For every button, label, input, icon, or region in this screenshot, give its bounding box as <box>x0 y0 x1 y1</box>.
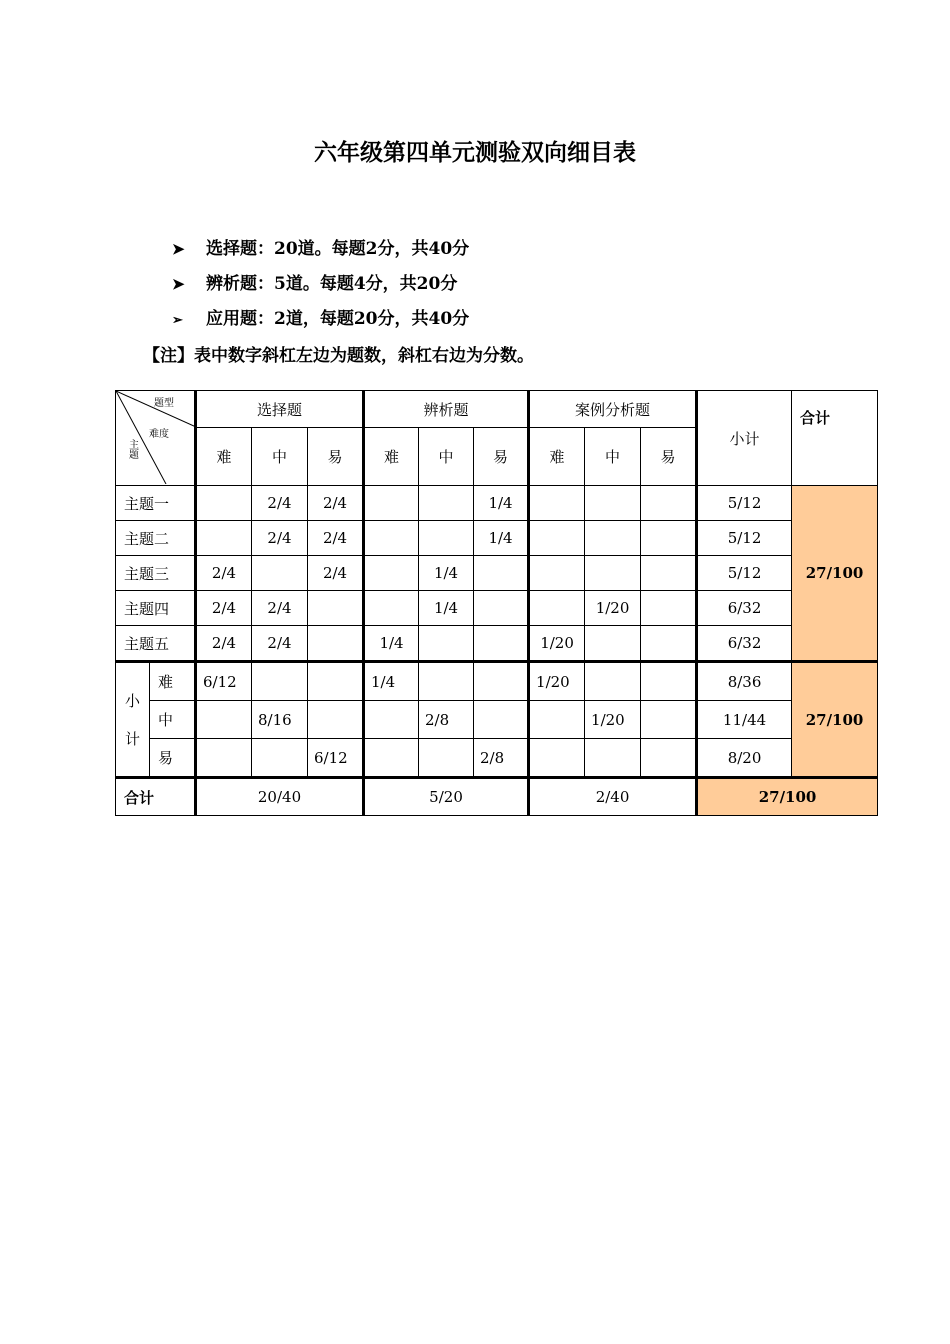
subtotal-cell: 6/32 <box>697 591 792 626</box>
data-cell: 2/8 <box>419 701 474 739</box>
group-total-cell: 20/40 <box>196 778 364 816</box>
row-label: 合计 <box>116 778 196 816</box>
arrow-bullet-icon: ➤ <box>172 275 185 293</box>
data-cell <box>308 701 364 739</box>
data-cell <box>419 662 474 701</box>
data-cell <box>364 486 419 521</box>
data-cell <box>474 662 529 701</box>
data-cell <box>364 521 419 556</box>
data-cell: 1/4 <box>364 626 419 662</box>
table-note: 【注】表中数字斜杠左边为题数，斜杠右边为分数。 <box>143 346 534 366</box>
specification-table <box>115 390 878 816</box>
data-cell <box>308 626 364 662</box>
data-cell <box>252 556 308 591</box>
difficulty-total-cell: 27/100 <box>792 662 878 778</box>
data-cell <box>585 626 641 662</box>
subtotal-cell: 6/32 <box>697 626 792 662</box>
grand-total-cell: 27/100 <box>697 778 878 816</box>
row-label: 主题二 <box>116 521 196 556</box>
data-cell <box>252 739 308 778</box>
data-cell: 1/4 <box>419 591 474 626</box>
row-label: 主题一 <box>116 486 196 521</box>
data-cell <box>419 521 474 556</box>
diagonal-header-cell <box>116 391 196 486</box>
data-cell <box>308 662 364 701</box>
data-cell: 2/4 <box>252 486 308 521</box>
question-type-list <box>172 236 469 341</box>
data-cell <box>641 556 697 591</box>
data-cell: 2/4 <box>308 486 364 521</box>
data-cell <box>474 591 529 626</box>
data-cell: 1/4 <box>474 521 529 556</box>
data-cell <box>529 701 585 739</box>
data-cell <box>419 739 474 778</box>
subtotal-cell: 11/44 <box>697 701 792 739</box>
row-label: 主题三 <box>116 556 196 591</box>
data-cell <box>529 556 585 591</box>
data-cell <box>419 626 474 662</box>
data-cell: 8/16 <box>252 701 308 739</box>
data-cell <box>585 556 641 591</box>
data-cell <box>196 486 252 521</box>
data-cell <box>529 521 585 556</box>
data-cell <box>196 739 252 778</box>
difficulty-header: 难 <box>364 428 419 486</box>
data-cell <box>196 701 252 739</box>
data-cell <box>641 626 697 662</box>
row-label: 易 <box>150 739 196 778</box>
data-cell <box>529 739 585 778</box>
list-item: ➢ 应用题：2道，每题20分，共40分 <box>172 306 469 341</box>
data-cell: 2/4 <box>196 626 252 662</box>
row-label: 中 <box>150 701 196 739</box>
data-cell <box>196 521 252 556</box>
difficulty-header: 中 <box>419 428 474 486</box>
table-row <box>116 739 878 778</box>
subtotal-cell: 5/12 <box>697 486 792 521</box>
arrow-bullet-icon: ➤ <box>172 240 185 258</box>
table-row <box>116 778 878 816</box>
data-cell: 2/8 <box>474 739 529 778</box>
table-row <box>116 701 878 739</box>
arrow-bullet-icon: ➢ <box>172 313 183 328</box>
group-header: 选择题 <box>196 391 364 428</box>
data-cell <box>585 662 641 701</box>
difficulty-header: 中 <box>252 428 308 486</box>
subtotal-cell: 8/20 <box>697 739 792 778</box>
list-item: ➤ 选择题：20道。每题2分，共40分 <box>172 236 469 271</box>
data-cell <box>585 521 641 556</box>
data-cell <box>419 486 474 521</box>
topic-total-cell: 27/100 <box>792 486 878 662</box>
data-cell <box>641 662 697 701</box>
table-row <box>116 521 878 556</box>
data-cell: 2/4 <box>252 521 308 556</box>
data-cell: 2/4 <box>308 556 364 591</box>
table-row <box>116 591 878 626</box>
data-cell <box>641 591 697 626</box>
subtotal-block-label: 小 计 <box>116 662 150 778</box>
total-header: 合计 <box>792 391 878 486</box>
data-cell <box>364 591 419 626</box>
data-cell <box>474 701 529 739</box>
data-cell: 2/4 <box>196 591 252 626</box>
data-cell <box>252 662 308 701</box>
data-cell <box>364 701 419 739</box>
data-cell: 6/12 <box>308 739 364 778</box>
corner-difficulty-label: 难度 <box>149 429 169 440</box>
group-header: 辨析题 <box>364 391 529 428</box>
table-row <box>116 486 878 521</box>
list-item: ➤ 辨析题：5道。每题4分，共20分 <box>172 271 469 306</box>
group-total-cell: 5/20 <box>364 778 529 816</box>
subtotal-cell: 5/12 <box>697 556 792 591</box>
difficulty-header: 难 <box>196 428 252 486</box>
data-cell <box>308 591 364 626</box>
data-cell <box>585 486 641 521</box>
data-cell: 2/4 <box>196 556 252 591</box>
data-cell: 2/4 <box>308 521 364 556</box>
data-cell: 6/12 <box>196 662 252 701</box>
data-cell <box>364 556 419 591</box>
subtotal-header: 小计 <box>697 391 792 486</box>
data-cell: 2/4 <box>252 591 308 626</box>
row-label: 主题五 <box>116 626 196 662</box>
page-title: 六年级第四单元测验双向细目表 <box>314 140 636 166</box>
data-cell <box>529 591 585 626</box>
difficulty-header: 中 <box>585 428 641 486</box>
data-cell <box>529 486 585 521</box>
difficulty-header: 难 <box>529 428 585 486</box>
data-cell: 1/4 <box>364 662 419 701</box>
data-cell: 1/4 <box>474 486 529 521</box>
data-cell <box>585 739 641 778</box>
data-cell <box>641 486 697 521</box>
row-label: 难 <box>150 662 196 701</box>
data-cell: 1/4 <box>419 556 474 591</box>
group-total-cell: 2/40 <box>529 778 697 816</box>
data-cell: 1/20 <box>585 701 641 739</box>
subtotal-cell: 5/12 <box>697 521 792 556</box>
difficulty-header: 易 <box>308 428 364 486</box>
data-cell <box>641 701 697 739</box>
data-cell: 2/4 <box>252 626 308 662</box>
data-cell <box>364 739 419 778</box>
data-cell <box>641 739 697 778</box>
table-row <box>116 556 878 591</box>
subtotal-cell: 8/36 <box>697 662 792 701</box>
data-cell: 1/20 <box>529 626 585 662</box>
data-cell: 1/20 <box>585 591 641 626</box>
difficulty-header: 易 <box>641 428 697 486</box>
table-row <box>116 662 878 701</box>
data-cell: 1/20 <box>529 662 585 701</box>
corner-topic-label: 主题 <box>129 440 139 461</box>
corner-type-label: 题型 <box>154 398 174 409</box>
row-label: 主题四 <box>116 591 196 626</box>
data-cell <box>474 556 529 591</box>
table-row <box>116 626 878 662</box>
difficulty-header: 易 <box>474 428 529 486</box>
data-cell <box>641 521 697 556</box>
data-cell <box>474 626 529 662</box>
group-header: 案例分析题 <box>529 391 697 428</box>
